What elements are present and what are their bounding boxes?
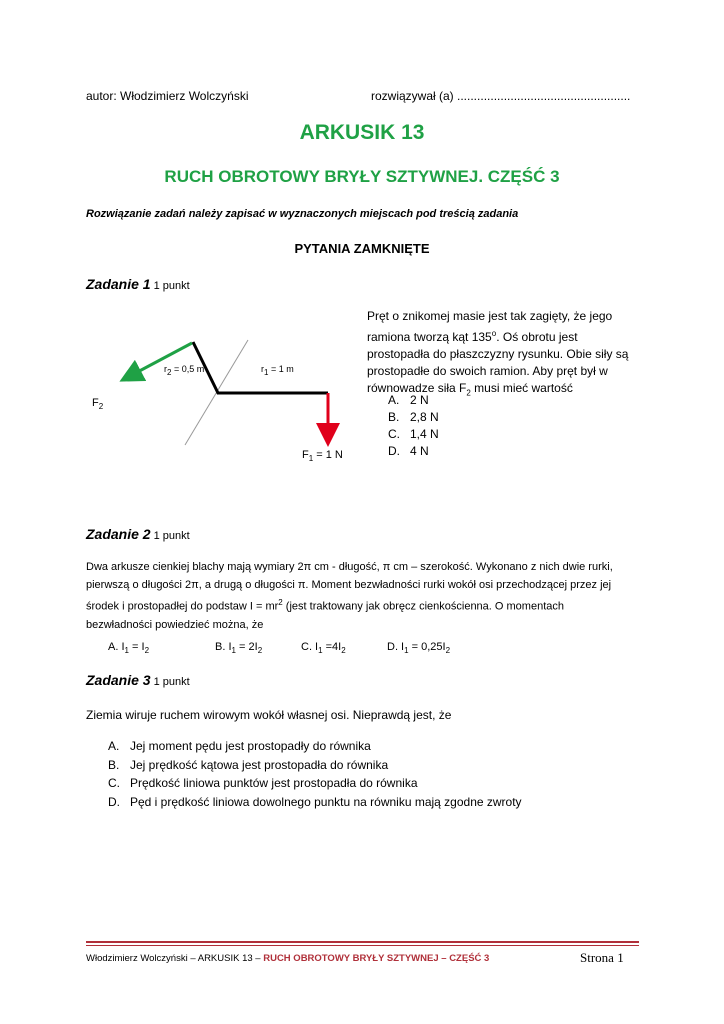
task1-text: Pręt o znikomej masie jest tak zagięty, że jego ramiona tworzą kąt 135$^o$. Oś obrotu jest prostopadła do płaszczyzny rysunku. Obie siły są prostopadłe do swoich ramion. Aby pręt był w równowadze siła $F_2$ musi mieć wartość — [367, 309, 629, 398]
r2-label: $r_2 = 0,5$ m — [164, 364, 205, 377]
task2-heading — [86, 526, 190, 542]
task2-option-c: C. $I_1 =4I_2$ — [301, 641, 346, 656]
task3-option-c: C. Prędkość liniowa punktów jest prostopadła do równika — [108, 776, 418, 790]
f1-label: $F_1 = 1$ N — [302, 449, 343, 464]
footer-rule-thin — [86, 945, 639, 946]
task3-label: Zadanie 3 — [86, 672, 151, 688]
task2-option-d: D. $I_1 = 0,25I_2$ — [387, 641, 451, 656]
footer-left: Włodzimierz Wolczyński – ARKUSIK 13 – RUCH OBROTOWY BRYŁY SZTYWNEJ – CZĘŚĆ 3 — [86, 953, 490, 964]
task2-text: Dwa arkusze cienkiej blachy mają wymiary 2π cm - długość, π cm – szerokość. Wykonano z nich dwie rurki, pierwszą o długości 2π, a drugą o długości π. Moment bezwładności rurki wokół osi przechodzącej przez jej środek i prostopadłej do podstaw $I = mr^2$ (jest traktowany jak obręcz cienkościenna. O momentach bezwładności powiedzieć można, że — [86, 561, 613, 631]
footer-rule-thick — [86, 941, 639, 943]
task3-option-d: D. Pęd i prędkość liniowa dowolnego punktu na równiku mają zgodne zwroty — [108, 794, 522, 809]
task2-option-b: B. $I_1 = 2I_2$ — [215, 641, 263, 656]
task1-label: Zadanie 1 — [86, 276, 151, 292]
footer-topic: RUCH OBROTOWY BRYŁY SZTYWNEJ – CZĘŚĆ 3 — [263, 953, 490, 964]
task2-label: Zadanie 2 — [86, 526, 151, 542]
task2-option-a: A. $I_1 = I_2$ — [108, 641, 150, 656]
task3-option-b: B. Jej prędkość kątowa jest prostopadła do równika — [108, 757, 389, 772]
task1-options — [388, 392, 439, 460]
task1-option-d: D. 4 N — [388, 444, 429, 458]
author-line: autor: Włodzimierz Wolczyński — [86, 89, 249, 103]
task2-points: 1 punkt — [153, 530, 190, 542]
task1-option-c: C. 1,4 N — [388, 427, 439, 441]
task1-option-b: B. 2,8 N — [388, 410, 439, 424]
task1-points: 1 punkt — [153, 280, 190, 292]
f2-label: $F_2$ — [92, 397, 104, 412]
r1-label: $r_1 = 1$ m — [261, 364, 294, 377]
task3-points: 1 punkt — [153, 676, 190, 688]
task3-question: Ziemia wiruje ruchem wirowym wokół własnej osi. Nieprawdą jest, że — [86, 708, 452, 722]
task1-heading — [86, 276, 190, 292]
lever-figure — [100, 320, 360, 470]
page-number: Strona 1 — [580, 950, 624, 965]
section-heading: PYTANIA ZAMKNIĘTE — [294, 241, 430, 256]
task3-option-a: A. Jej moment pędu jest prostopadły do równika — [108, 739, 371, 753]
instruction: Rozwiązanie zadań należy zapisać w wyznaczonych miejscach pod treścią zadania — [86, 208, 519, 220]
task3-options — [108, 737, 522, 811]
page-subtitle: RUCH OBROTOWY BRYŁY SZTYWNEJ. CZĘŚĆ 3 — [164, 167, 560, 186]
task1-option-a: A. 2 N — [388, 393, 429, 407]
solver-line: rozwiązywał (a) .................................................... — [371, 89, 631, 103]
task3-heading — [86, 672, 190, 688]
page-title: ARKUSIK 13 — [299, 121, 425, 144]
